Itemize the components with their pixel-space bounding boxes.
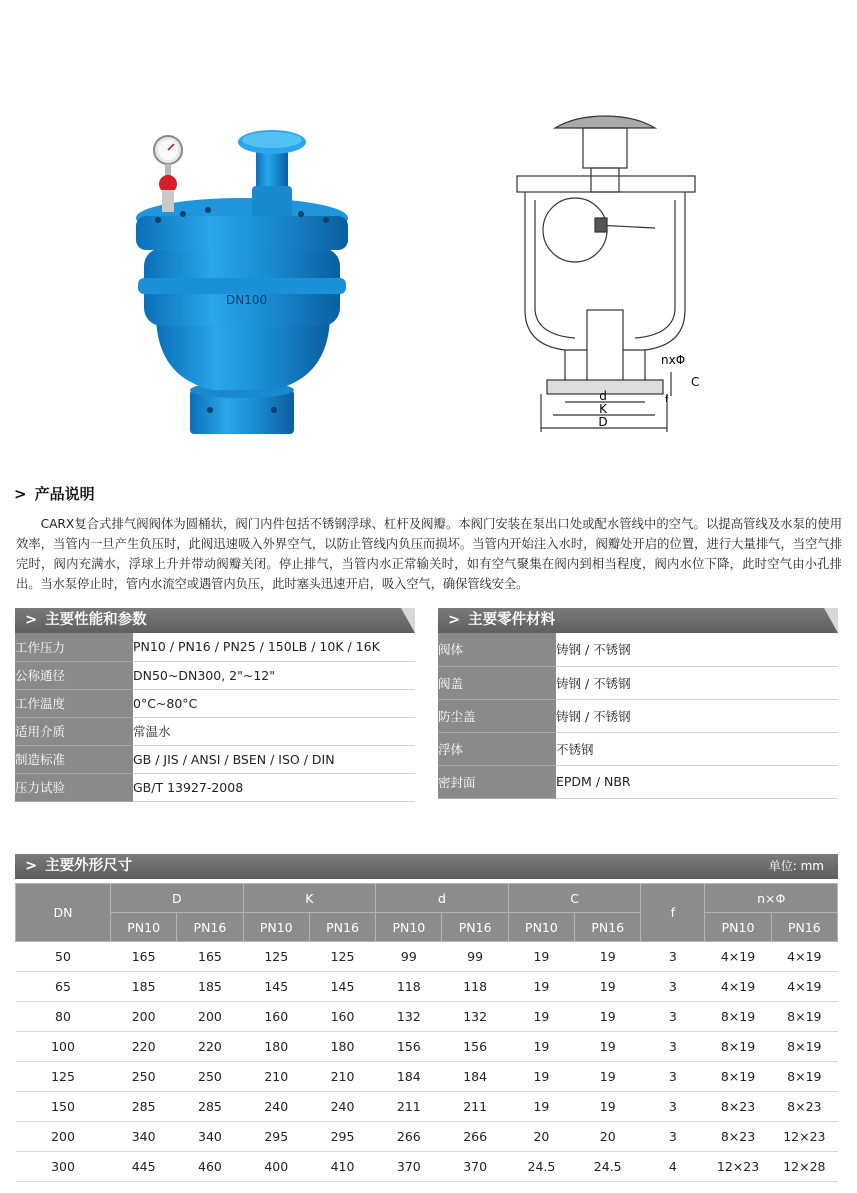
table-cell: 145 xyxy=(309,972,375,1002)
col-pn10: PN10 xyxy=(705,913,771,942)
col-pn16: PN16 xyxy=(309,913,375,942)
table-cell: 3 xyxy=(641,1062,705,1092)
table-row xyxy=(16,942,838,972)
table-cell: 132 xyxy=(442,1002,508,1032)
table-cell: 150 xyxy=(16,1092,111,1122)
table-cell: 8×19 xyxy=(705,1062,771,1092)
table-cell: 19 xyxy=(508,1062,574,1092)
chevron-right-icon: > xyxy=(25,858,38,874)
table-cell: 24.5 xyxy=(575,1152,641,1182)
row-value: EPDM / NBR xyxy=(556,765,838,798)
table-cell: 165 xyxy=(177,942,243,972)
col-dn: DN xyxy=(16,884,111,942)
col-pn16: PN16 xyxy=(177,913,243,942)
table-row xyxy=(15,633,415,661)
table-cell: 340 xyxy=(177,1122,243,1152)
col-pn10: PN10 xyxy=(508,913,574,942)
table-cell: 285 xyxy=(111,1092,177,1122)
table-cell: 250 xyxy=(111,1062,177,1092)
table-cell: 65 xyxy=(16,972,111,1002)
table-cell: 80 xyxy=(16,1002,111,1032)
table-cell: 445 xyxy=(111,1152,177,1182)
table-cell: 210 xyxy=(309,1062,375,1092)
table-row xyxy=(16,1032,838,1062)
description-heading-text: 产品说明 xyxy=(34,485,95,503)
col-pn16: PN16 xyxy=(575,913,641,942)
row-label: 阀体 xyxy=(438,633,556,666)
table-row xyxy=(16,972,838,1002)
table-cell: 3 xyxy=(641,1002,705,1032)
table-cell: 12×23 xyxy=(705,1152,771,1182)
performance-table xyxy=(15,633,415,802)
table-cell: 118 xyxy=(442,972,508,1002)
table-cell: 8×23 xyxy=(705,1122,771,1152)
table-row xyxy=(16,1002,838,1032)
table-cell: 295 xyxy=(243,1122,309,1152)
dimensions-unit: 单位: mm xyxy=(768,859,824,873)
table-cell: 285 xyxy=(177,1092,243,1122)
table-cell: 8×23 xyxy=(771,1092,837,1122)
table-cell: 211 xyxy=(376,1092,442,1122)
table-cell: 19 xyxy=(575,1092,641,1122)
table-cell: 19 xyxy=(508,1002,574,1032)
table-cell: 19 xyxy=(575,1062,641,1092)
table-cell: 12×28 xyxy=(771,1152,837,1182)
table-cell: 3 xyxy=(641,1092,705,1122)
header-corner xyxy=(401,608,415,633)
table-row xyxy=(15,661,415,689)
table-cell: 180 xyxy=(309,1032,375,1062)
table-cell: 165 xyxy=(111,942,177,972)
table-cell: 19 xyxy=(508,942,574,972)
table-cell: 400 xyxy=(243,1152,309,1182)
table-cell: 185 xyxy=(177,972,243,1002)
valve-photo xyxy=(128,128,348,438)
dimensions-header xyxy=(15,854,838,879)
table-row xyxy=(438,633,838,666)
table-cell: 240 xyxy=(309,1092,375,1122)
dimensions-table xyxy=(15,883,838,1182)
table-cell: 200 xyxy=(16,1122,111,1152)
table-cell: 295 xyxy=(309,1122,375,1152)
table-cell: 4×19 xyxy=(771,942,837,972)
table-cell: 50 xyxy=(16,942,111,972)
table-cell: 19 xyxy=(575,1032,641,1062)
table-cell: 220 xyxy=(177,1032,243,1062)
table-cell: 8×19 xyxy=(705,1002,771,1032)
table-cell: 184 xyxy=(376,1062,442,1092)
table-cell: 8×19 xyxy=(771,1062,837,1092)
table-cell: 266 xyxy=(376,1122,442,1152)
chevron-right-icon: > xyxy=(25,612,38,628)
table-cell: 460 xyxy=(177,1152,243,1182)
description-heading xyxy=(14,483,95,504)
table-cell: 210 xyxy=(243,1062,309,1092)
table-cell: 99 xyxy=(376,942,442,972)
drawing-label-c: C xyxy=(691,375,700,389)
table-cell: 156 xyxy=(376,1032,442,1062)
table-cell: 184 xyxy=(442,1062,508,1092)
performance-header xyxy=(15,608,415,633)
table-cell: 211 xyxy=(442,1092,508,1122)
table-cell: 118 xyxy=(376,972,442,1002)
row-label: 工作温度 xyxy=(15,689,133,717)
table-cell: 20 xyxy=(575,1122,641,1152)
row-value: 铸钢 / 不锈钢 xyxy=(556,666,838,699)
table-cell: 19 xyxy=(508,1032,574,1062)
table-row xyxy=(16,1152,838,1182)
row-value: 铸钢 / 不锈钢 xyxy=(556,699,838,732)
drawing-label-k: K xyxy=(599,402,607,416)
dimensions-title: 主要外形尺寸 xyxy=(45,858,133,874)
table-cell: 8×19 xyxy=(771,1032,837,1062)
table-cell: 160 xyxy=(309,1002,375,1032)
col-f: f xyxy=(641,884,705,942)
row-label: 工作压力 xyxy=(15,633,133,661)
dn-cast-label: DN100 xyxy=(226,293,268,307)
row-value: 常温水 xyxy=(133,717,415,745)
table-cell: 99 xyxy=(442,942,508,972)
col-pn10: PN10 xyxy=(111,913,177,942)
table-row xyxy=(15,717,415,745)
table-cell: 19 xyxy=(575,972,641,1002)
row-value: DN50~DN300, 2"~12" xyxy=(133,661,415,689)
row-label: 防尘盖 xyxy=(438,699,556,732)
table-cell: 19 xyxy=(508,972,574,1002)
row-label: 压力试验 xyxy=(15,773,133,801)
table-cell: 100 xyxy=(16,1032,111,1062)
table-cell: 19 xyxy=(575,1002,641,1032)
row-label: 浮体 xyxy=(438,732,556,765)
table-row xyxy=(16,1062,838,1092)
table-row xyxy=(438,765,838,798)
performance-title: 主要性能和参数 xyxy=(45,612,147,628)
table-cell: 24.5 xyxy=(508,1152,574,1182)
row-label: 阀盖 xyxy=(438,666,556,699)
col-k: K xyxy=(243,884,376,913)
col-pn16: PN16 xyxy=(771,913,837,942)
table-row xyxy=(16,1122,838,1152)
table-cell: 266 xyxy=(442,1122,508,1152)
table-cell: 200 xyxy=(177,1002,243,1032)
table-cell: 8×19 xyxy=(705,1032,771,1062)
row-label: 制造标准 xyxy=(15,745,133,773)
table-cell: 410 xyxy=(309,1152,375,1182)
col-n-phi: n×Φ xyxy=(705,884,838,913)
table-row xyxy=(438,666,838,699)
table-cell: 370 xyxy=(442,1152,508,1182)
table-cell: 240 xyxy=(243,1092,309,1122)
table-cell: 3 xyxy=(641,942,705,972)
table-cell: 4×19 xyxy=(705,942,771,972)
table-cell: 156 xyxy=(442,1032,508,1062)
col-c: C xyxy=(508,884,641,913)
chevron-right-icon: > xyxy=(14,485,27,503)
drawing-label-f: f xyxy=(665,395,669,405)
description-text: CARX复合式排气阀阀体为圆桶状，阀门内件包括不锈钢浮球、杠杆及阀瓣。本阀门安装在泵出口处或配水管线中的空气。以提高管线及水泵的使用效率，当管内一旦产生负压时，此阀迅速吸入外界空气，以防止管线内负压而损坏。当管内开始注入水时，阀瓣处开启的位置，进行大量排气，当空气排完时，阀内充满水，浮球上升并带动阀瓣关闭。停止排气，当管内水正常输关时，如有空气聚集在阀内到相当程度，阀内水位下降，此时空气由小孔排出。当水泵停止时，管内水流空或遇管内负压，此时塞头迅速开启，吸入空气，确保管线安全。 xyxy=(16,517,842,591)
table-cell: 3 xyxy=(641,972,705,1002)
row-label: 公称通径 xyxy=(15,661,133,689)
row-value: PN10 / PN16 / PN25 / 150LB / 10K / 16K xyxy=(133,633,415,661)
materials-table xyxy=(438,633,838,799)
table-row xyxy=(438,699,838,732)
table-cell: 340 xyxy=(111,1122,177,1152)
drawing-label-big-d: D xyxy=(598,415,608,429)
col-pn10: PN10 xyxy=(243,913,309,942)
row-value: 不锈钢 xyxy=(556,732,838,765)
table-cell: 4 xyxy=(641,1152,705,1182)
table-cell: 12×23 xyxy=(771,1122,837,1152)
table-cell: 125 xyxy=(16,1062,111,1092)
table-cell: 160 xyxy=(243,1002,309,1032)
chevron-right-icon: > xyxy=(448,612,461,628)
table-cell: 19 xyxy=(575,942,641,972)
row-label: 适用介质 xyxy=(15,717,133,745)
table-row xyxy=(15,773,415,801)
table-cell: 3 xyxy=(641,1032,705,1062)
table-row xyxy=(15,689,415,717)
drawing-label-d: d xyxy=(599,389,607,403)
table-cell: 125 xyxy=(309,942,375,972)
table-cell: 4×19 xyxy=(705,972,771,1002)
header-corner xyxy=(824,608,838,633)
col-pn10: PN10 xyxy=(376,913,442,942)
row-label: 密封面 xyxy=(438,765,556,798)
col-pn16: PN16 xyxy=(442,913,508,942)
valve-drawing xyxy=(495,110,710,445)
row-value: GB/T 13927-2008 xyxy=(133,773,415,801)
table-cell: 8×19 xyxy=(771,1002,837,1032)
table-cell: 132 xyxy=(376,1002,442,1032)
table-cell: 250 xyxy=(177,1062,243,1092)
table-cell: 3 xyxy=(641,1122,705,1152)
table-row xyxy=(15,745,415,773)
table-cell: 300 xyxy=(16,1152,111,1182)
col-d-inner: d xyxy=(376,884,509,913)
row-value: 铸钢 / 不锈钢 xyxy=(556,633,838,666)
table-cell: 125 xyxy=(243,942,309,972)
col-d-outer: D xyxy=(111,884,244,913)
table-cell: 8×23 xyxy=(705,1092,771,1122)
table-cell: 19 xyxy=(508,1092,574,1122)
row-value: 0°C~80°C xyxy=(133,689,415,717)
table-cell: 4×19 xyxy=(771,972,837,1002)
table-row xyxy=(438,732,838,765)
table-cell: 200 xyxy=(111,1002,177,1032)
row-value: GB / JIS / ANSI / BSEN / ISO / DIN xyxy=(133,745,415,773)
materials-title: 主要零件材料 xyxy=(468,612,556,628)
table-row xyxy=(16,1092,838,1122)
table-cell: 20 xyxy=(508,1122,574,1152)
table-cell: 370 xyxy=(376,1152,442,1182)
drawing-label-nx: nxΦ xyxy=(661,353,686,367)
table-cell: 145 xyxy=(243,972,309,1002)
table-cell: 220 xyxy=(111,1032,177,1062)
table-cell: 180 xyxy=(243,1032,309,1062)
materials-header xyxy=(438,608,838,633)
table-cell: 185 xyxy=(111,972,177,1002)
